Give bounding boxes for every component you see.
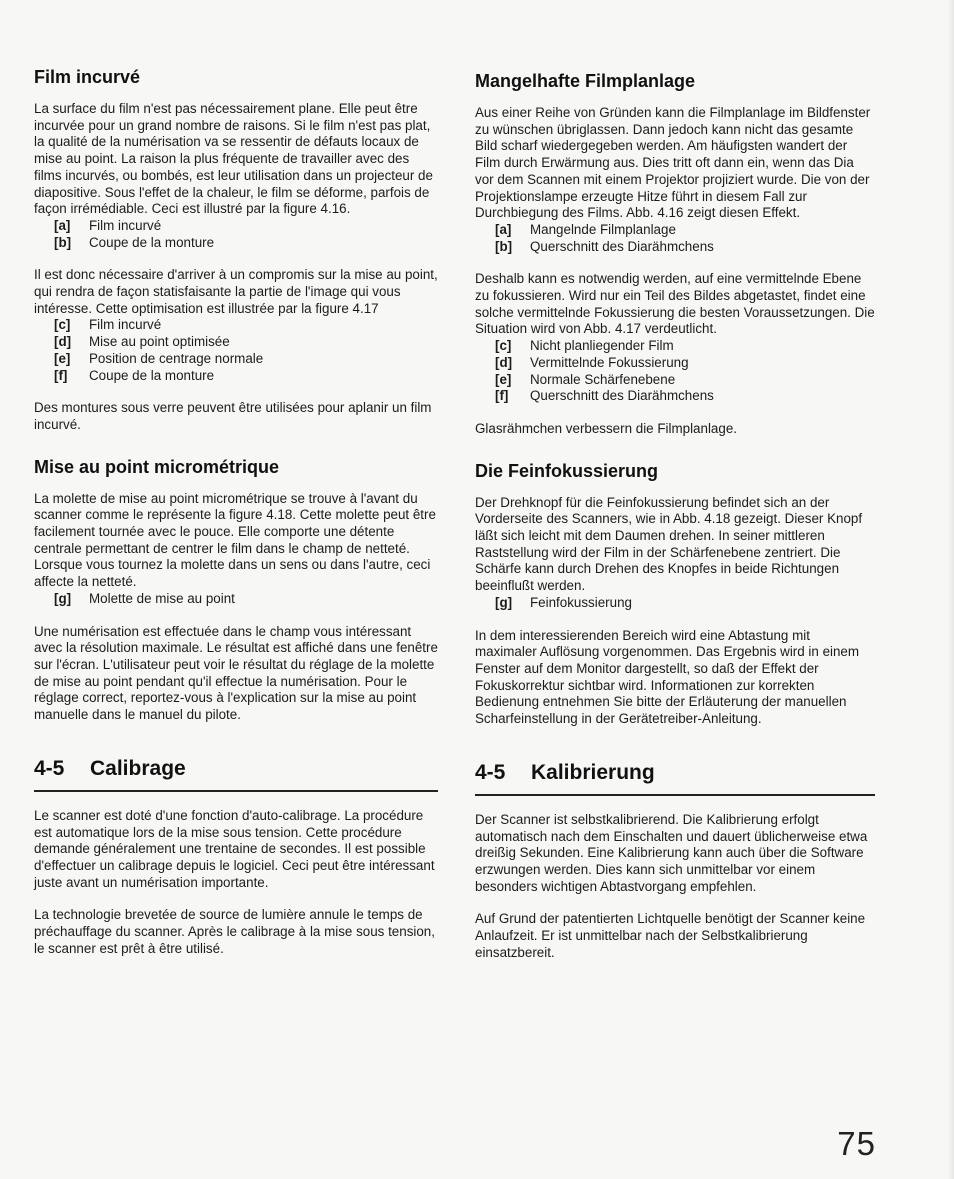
paragraph: Glasrähmchen verbessern die Filmplanlage. (475, 420, 737, 436)
paragraph: Der Scanner ist selbstkalibrierend. Die Kalibrierung erfolgt automatisch nach dem Einschalten und dauert üblicherweise etwa dreißig Sekunden. Eine Kalibrierung kann auch über die Software erzwungen werden. Dies kann sich unmittelbar vor einem besonders wichtigen Abtastvorgang empfehlen. (475, 811, 868, 894)
section-feinfokussierung (475, 460, 875, 728)
paragraph: La molette de mise au point micrométrique se trouve à l'avant du scanner comme le représente la figure 4.18. Cette molette peut être facilement tournée avec le pouce. Elle comporte une détente centrale permettant de centrer le film dans le champ de netteté. Lorsque vous tournez la molette dans un sens ou dans l'autre, ceci affecte la netteté. (34, 490, 436, 590)
paragraph: In dem interessierenden Bereich wird eine Abtastung mit maximaler Auflösung vorgenommen. Das Ergebnis wird in einem Fenster auf dem Monitor dargestellt, so daß der Effekt der Fokuskorrektur sichtbar wird. Informationen zur korrekten Bedienung entnehmen Sie bitte der Erläuterung der manuellen Scharfeinstellung in der Gerätetreiber-Anleitung. (475, 627, 860, 727)
paragraph: Une numérisation est effectuée dans le champ vous intéressant avec la résolution maximale. Le résultat est affiché dans une fenêtre sur l'écran. L'utilisateur peut voir le résultat du réglage de la molette de mise au point pendant qu'il effectue la numérisation. Pour le réglage correct, reportez-vous à l'explication sur la mise au point manuelle dans le manuel du pilote. (34, 623, 438, 723)
legend-item: [c] Film incurvé (54, 317, 162, 333)
paragraph: Il est donc nécessaire d'arriver à un compromis sur la mise au point, qui rendra de façon statisfaisante la partie de l'image qui vous intéresse. Cette optimisation est illustrée par la figure 4.17 (34, 267, 438, 316)
legend-item: [b] Coupe de la monture (54, 234, 215, 250)
figure-legend (495, 338, 875, 405)
paragraph: La surface du film n'est pas nécessairement plane. Elle peut être incurvée pour un grand nombre de raisons. Si le film n'est pas plat, la qualité de la numérisation va se ressentir de défauts locaux de mise au point. La raison la plus fréquente de travailler avec des films incurvés, ou bombés, est leur utilisation dans un projecteur de diapositive. Sous l'effet de la chaleur, le film se déforme, parfois de façon irrémédiable. Ceci est illustré par la figure 4.16. (34, 101, 433, 217)
figure-legend (54, 317, 438, 384)
legend-item: [a] Mangelnde Filmplanlage (495, 221, 676, 237)
chapter-heading-kalibrierung: 4-5 Kalibrierung (475, 760, 875, 796)
figure-legend (495, 222, 875, 255)
legend-item: [g] Molette de mise au point (54, 590, 235, 606)
chapter-heading-calibrage: 4-5 Calibrage (34, 756, 438, 792)
legend-item: [c] Nicht planliegender Film (495, 338, 674, 354)
legend-item: [e] Position de centrage normale (54, 350, 264, 366)
paragraph: Deshalb kann es notwendig werden, auf eine vermittelnde Ebene zu fokussieren. Wird nur ein Teil des Bildes abgetastet, findet eine solche vermittelnde Fokussierung die besten Voraussetzungen. Die Situation wird von Abb. 4.17 verdeutlicht. (475, 271, 875, 337)
heading-film-incurve: Film incurvé (34, 67, 141, 87)
paragraph: Des montures sous verre peuvent être utilisées pour aplanir un film incurvé. (34, 400, 432, 432)
legend-item: [e] Normale Schärfenebene (495, 371, 676, 387)
section-mise-au-point (34, 456, 438, 724)
legend-item: [b] Querschnitt des Diarähmchens (495, 238, 714, 254)
paragraph: La technologie brevetée de source de lumière annule le temps de préchauffage du scanner. Après le calibrage à la mise sous tension, le scanner est prêt à être utilisé. (34, 907, 435, 956)
paragraph: Auf Grund der patentierten Lichtquelle benötigt der Scanner keine Anlaufzeit. Er ist unmittelbar nach der Selbstkalibrierung einsatzbereit. (475, 911, 866, 960)
page-number: 75 (837, 1125, 876, 1162)
legend-item: [d] Mise au point optimisée (54, 334, 230, 350)
section-calibrage (34, 756, 438, 958)
section-film-incurve (34, 66, 438, 434)
legend-item: [f] Coupe de la monture (54, 367, 215, 383)
heading-mise-au-point: Mise au point micrométrique (34, 456, 280, 477)
right-column-german (475, 66, 875, 977)
legend-item: [d] Vermittelnde Fokussierung (495, 354, 689, 370)
paragraph: Le scanner est doté d'une fonction d'auto-calibrage. La procédure est automatique lors de la mise sous tension. Cette procédure demande généralement une trentaine de secondes. Il est possible d'effectuer un calibrage depuis le logiciel. Ceci peut être intéressant juste avant un numérisation importante. (34, 807, 435, 890)
legend-item: [g] Feinfokussierung (495, 594, 632, 610)
section-kalibrierung (475, 760, 875, 962)
figure-legend (54, 591, 438, 608)
paragraph: Der Drehknopf für die Feinfokussierung befindet sich an der Vorderseite des Scanners, wie in Abb. 4.18 gezeigt. Dieser Knopf läßt sich leicht mit dem Daumen drehen. In seiner mittleren Raststellung wird der Film in der Schärfenebene zentriert. Die Schärfe kann durch Drehen des Knopfes in beide Richtungen beeinflußt werden. (475, 494, 863, 594)
heading-filmplanlage: Mangelhafte Filmplanlage (475, 71, 696, 91)
figure-legend (54, 218, 438, 251)
figure-legend (495, 595, 875, 612)
page-edge-shadow (948, 0, 954, 1179)
paragraph: Aus einer Reihe von Gründen kann die Filmplanlage im Bildfenster zu wünschen übriglassen. Dann jedoch kann nicht das gesamte Bild scharf wiedergegeben werden. Am häufigsten wandert der Film durch Erwärmung aus. Dies tritt oft dann ein, wenn das Dia vor dem Scannen mit einem Projektor projiziert wurde. Die von der Projektionslampe erzeugte Hitze führt in diesem Fall zur Durchbiegung des Films. Abb. 4.16 zeigt diesen Effekt. (475, 105, 871, 221)
heading-feinfokussierung: Die Feinfokussierung (475, 460, 659, 481)
section-filmplanlage (475, 70, 875, 438)
left-column-french (34, 66, 438, 973)
legend-item: [f] Querschnitt des Diarähmchens (495, 388, 714, 404)
legend-item: [a] Film incurvé (54, 217, 162, 233)
